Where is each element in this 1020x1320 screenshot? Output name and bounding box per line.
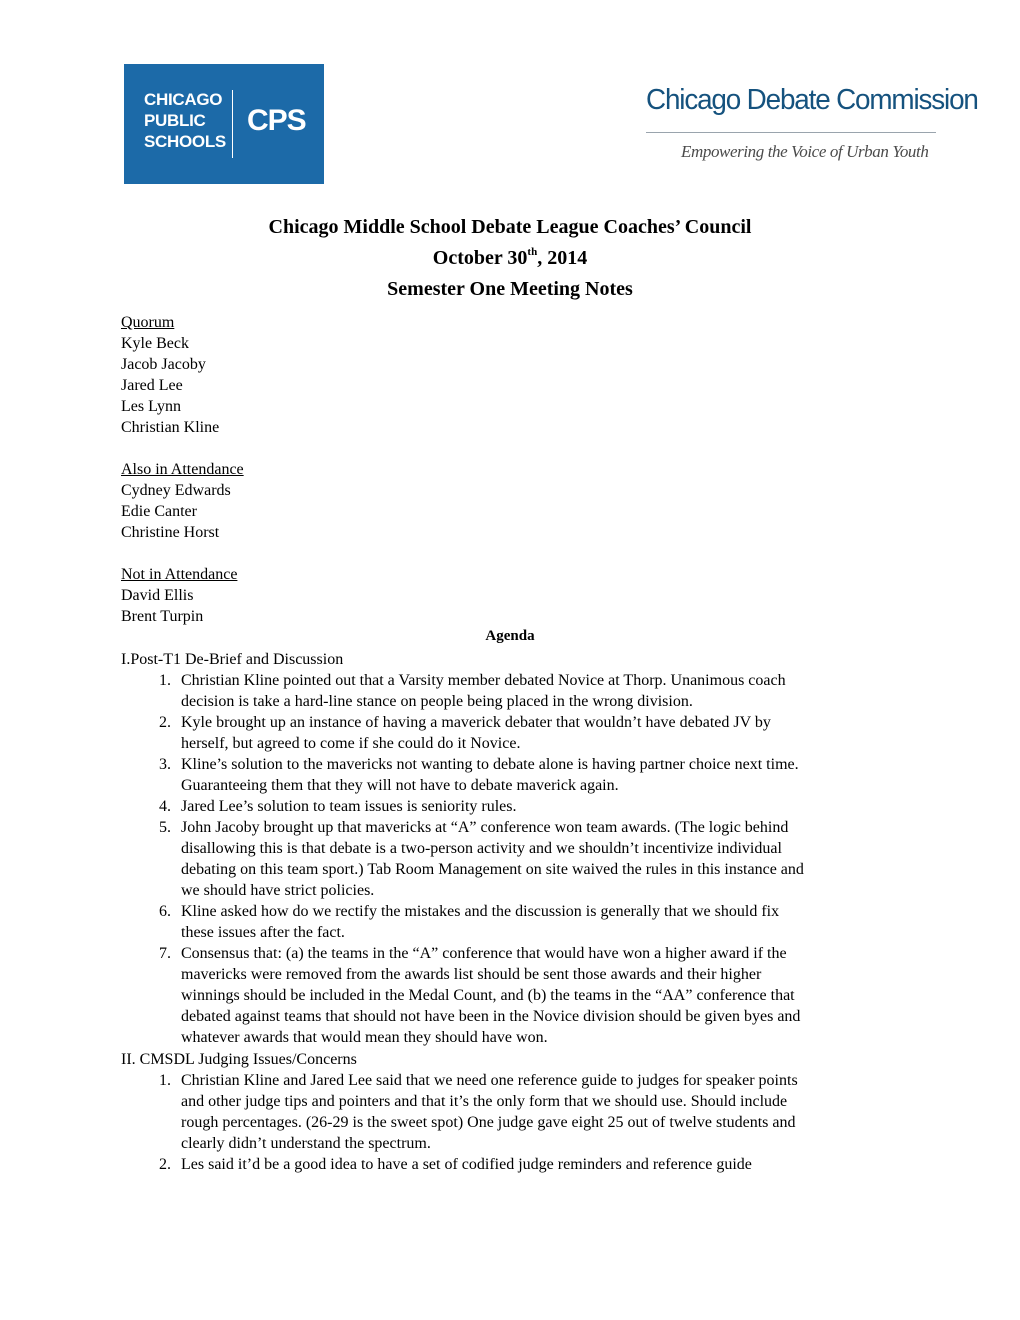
document-subtitle: Semester One Meeting Notes [387,278,633,300]
agenda-item [159,754,906,796]
agenda-item [159,670,906,712]
item-line: whatever awards that would mean they should have won. [181,1029,548,1046]
meeting-date-sup: th [527,246,538,258]
cps-logo-divider [232,90,233,158]
item-number: 4. [159,798,171,815]
list-item: Cydney Edwards [121,482,231,499]
item-line: Kline asked how do we rectify the mistakes and the discussion is generally that we should fix [181,903,780,920]
meeting-date-suffix: , 2014 [537,247,588,269]
item-number: 5. [159,819,171,836]
item-line: and other judge tips and pointers and that it’s the only form that we should use. Should include [181,1093,788,1110]
cps-logo-line1: CHICAGO [144,90,223,109]
list-item: Jared Lee [121,377,183,394]
also-attendance-heading: Also in Attendance [121,461,244,478]
item-line: decision is take a hard-line stance on people being placed in the wrong division. [181,693,693,710]
item-line: Christian Kline and Jared Lee said that we need one reference guide to judges for speaker points [181,1072,798,1089]
cps-logo-line3: SCHOOLS [144,132,226,151]
item-line: rough percentages. (26-29 is the sweet spot) One judge gave eight 25 out of twelve students and [181,1114,796,1131]
item-number: 1. [159,1072,171,1089]
list-item: Christine Horst [121,524,220,541]
item-number: 2. [159,1156,171,1173]
item-number: 3. [159,756,171,773]
item-line: Les said it’d be a good idea to have a set of codified judge reminders and reference guide [181,1156,752,1173]
also-attendance-list [121,459,244,543]
agenda-item [159,901,906,943]
item-line: Kline’s solution to the mavericks not wanting to debate alone is having partner choice next time. [181,756,799,773]
item-line: winnings should be included in the Medal Count, and (b) the teams in the “AA” conference that [181,987,795,1004]
meeting-date [0,247,1020,270]
cdc-logo-rule [646,132,936,133]
quorum-list [121,312,219,438]
meeting-date-prefix: October 30 [432,247,528,269]
item-line: mavericks were removed from the awards list should be sent those awards and their higher [181,966,762,983]
item-number: 6. [159,903,171,920]
list-item: Les Lynn [121,398,181,415]
cdc-logo-tagline: Empowering the Voice of Urban Youth [681,142,929,161]
item-line: we should have strict policies. [181,882,375,899]
item-line: Christian Kline pointed out that a Varsity member debated Novice at Thorp. Unanimous coach [181,672,786,689]
cps-logo-wordmark [144,89,226,152]
cdc-logo [646,84,978,174]
agenda-title: Agenda [485,628,535,644]
item-line: Kyle brought up an instance of having a maverick debater that wouldn’t have debated JV by [181,714,771,731]
list-item: Kyle Beck [121,335,189,352]
cps-logo-abbr: CPS [247,104,306,137]
document-title: Chicago Middle School Debate League Coaches’ Council [268,216,752,238]
list-item: David Ellis [121,587,194,604]
agenda-section-2-list [159,1070,906,1175]
item-line: disallowing this is that debate is a two-person activity and we shouldn’t incentivize individual [181,840,782,857]
item-line: herself, but agreed to come if she could do it Novice. [181,735,521,752]
agenda-item [159,943,906,1048]
item-line: debated against teams that should not have been in the Novice division should be given byes and [181,1008,801,1025]
item-line: Jared Lee’s solution to team issues is seniority rules. [181,798,517,815]
agenda-item [159,817,906,901]
cps-logo [124,64,324,184]
list-item: Brent Turpin [121,608,204,625]
quorum-heading: Quorum [121,314,175,331]
item-line: these issues after the fact. [181,924,345,941]
agenda-item [159,1070,906,1154]
item-number: 1. [159,672,171,689]
cps-logo-line2: PUBLIC [144,111,206,130]
item-number: 7. [159,945,171,962]
agenda-item [159,796,906,817]
item-line: debating on this team sport.) Tab Room Management on site waived the rules in this instance and [181,861,804,878]
item-line: Guaranteeing them that they will not have to debate maverick again. [181,777,619,794]
agenda-section-1-list [159,670,906,1048]
item-number: 2. [159,714,171,731]
not-attendance-heading: Not in Attendance [121,566,238,583]
list-item: Edie Canter [121,503,197,520]
agenda-section-heading: I.Post-T1 De-Brief and Discussion [121,651,344,668]
item-line: Consensus that: (a) the teams in the “A” conference that would have won a higher award if the [181,945,787,962]
list-item: Jacob Jacoby [121,356,206,373]
not-attendance-list [121,564,237,627]
list-item: Christian Kline [121,419,220,436]
agenda-section-heading: II. CMSDL Judging Issues/Concerns [121,1051,357,1068]
cdc-logo-name: Chicago Debate Commission [646,84,978,116]
agenda-item [159,1154,906,1175]
item-line: clearly didn’t understand the spectrum. [181,1135,431,1152]
item-line: John Jacoby brought up that mavericks at “A” conference won team awards. (The logic behind [181,819,789,836]
agenda-item [159,712,906,754]
